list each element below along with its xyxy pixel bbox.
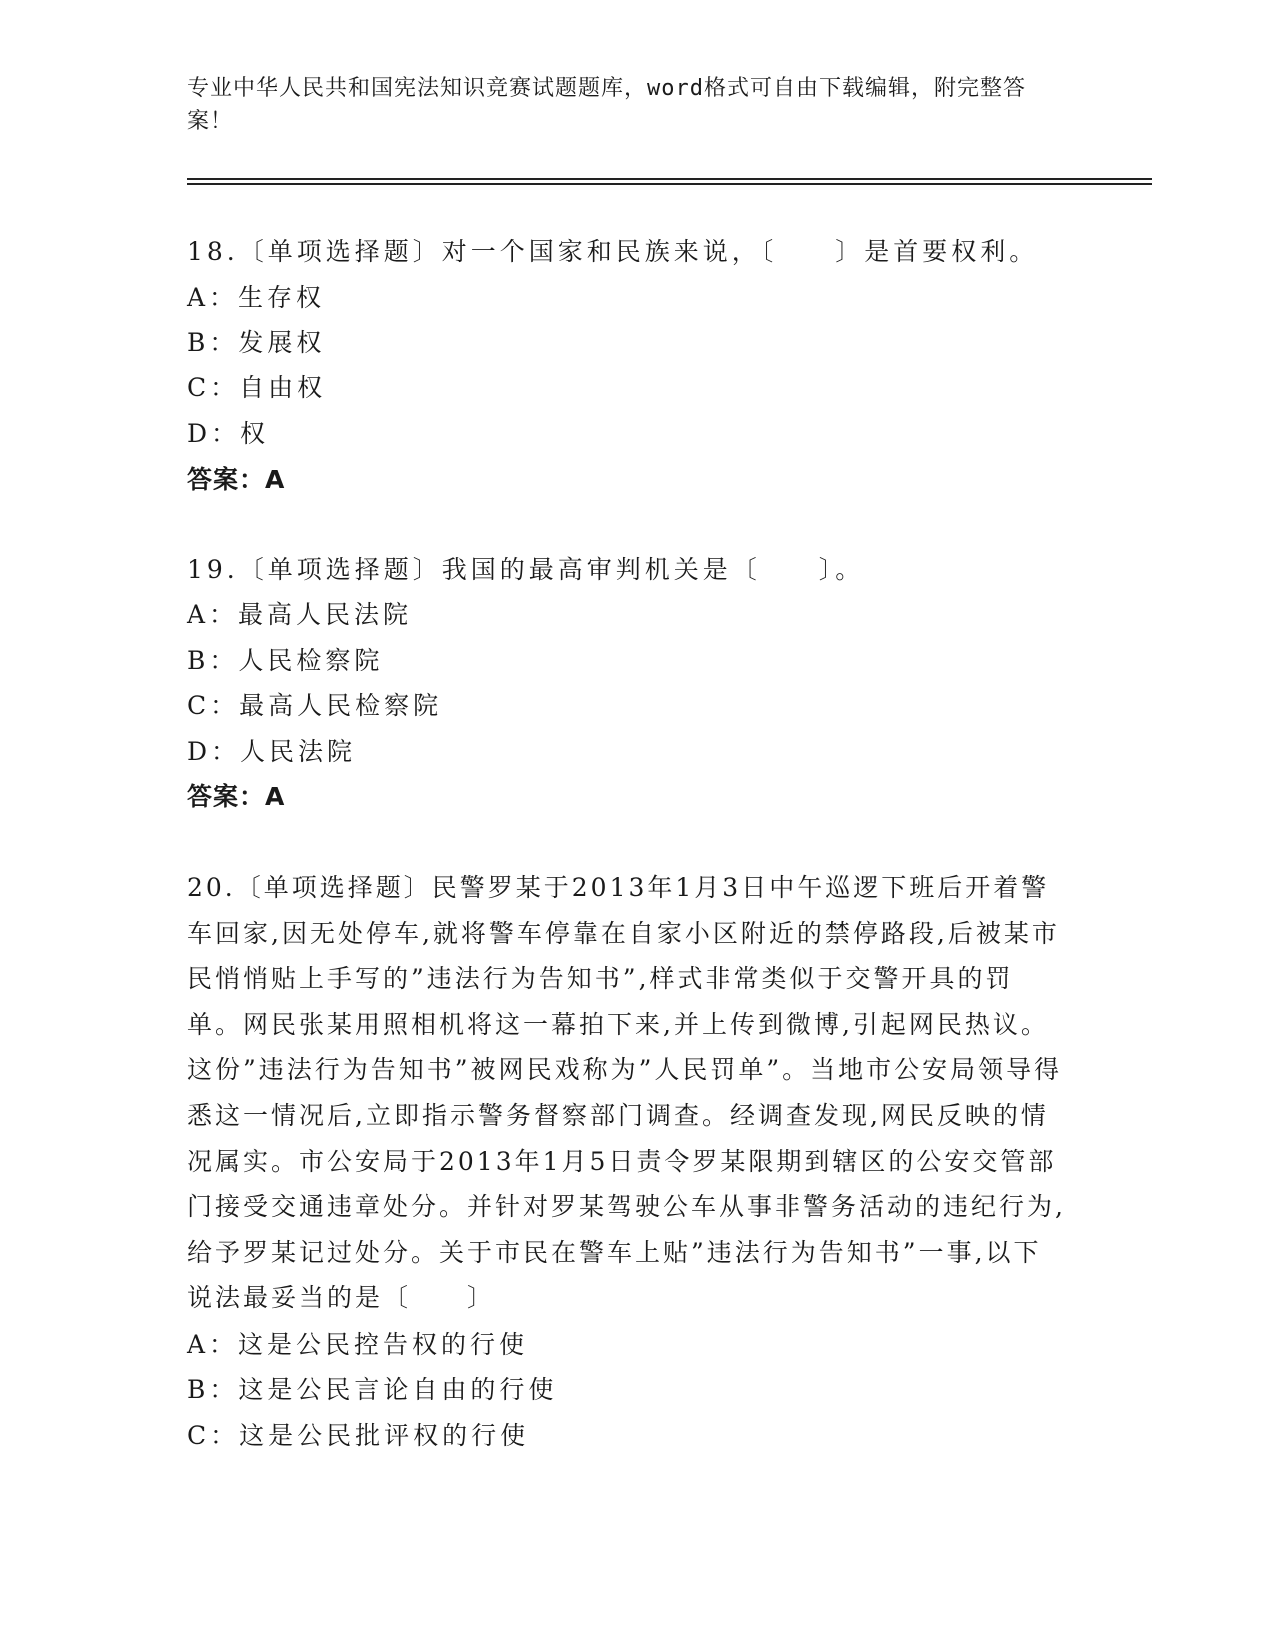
question-19-option-a: A：最高人民法院 [187,600,413,629]
question-20-option-c: C：这是公民批评权的行使 [187,1421,530,1450]
question-18-option-c: C：自由权 [187,373,327,402]
question-20-option-a: A：这是公民控告权的行使 [187,1330,529,1359]
question-18-answer: 答案：A [187,465,286,494]
question-19-stem: 19.〔单项选择题〕我国的最高审判机关是〔 〕。 [187,555,865,584]
header-divider [187,178,1152,180]
question-19-option-d: D：人民法院 [187,737,357,766]
question-18-option-b: B：发展权 [187,328,326,357]
question-19-option-c: C：最高人民检察院 [187,691,443,720]
question-19-answer: 答案：A [187,782,286,811]
question-18-option-a: A：生存权 [187,283,326,312]
question-18-option-d: D：权 [187,419,270,448]
question-20-option-b: B：这是公民言论自由的行使 [187,1375,558,1404]
document-header: 专业中华人民共和国宪法知识竞赛试题题库，word格式可自由下载编辑，附完整答案！ [187,76,1026,134]
question-20-stem: 20.〔单项选择题〕民警罗某于2013年1月3日中午巡逻下班后开着警车回家,因无处停车,就将警车停靠在自家小区附近的禁停路段,后被某市民悄悄贴上手写的”违法行为告知书”,样式非常类似于交警开具的罚单。网民张某用照相机将这一幕拍下来,并上传到微博,引起网民热议。这份”违法行为告知书”被网民戏称为”人民罚单”。当地市公安局领导得悉这一情况后,立即指示警务督察部门调查。经调查发现,网民反映的情况属实。市公安局于2013年1月5日责令罗某限期到辖区的公安交管部门接受交通违章处分。并针对罗某驾驶公车从事非警务活动的违纪行为,给予罗某记过处分。关于市民在警车上贴”违法行为告知书”一事,以下说法最妥当的是〔 〕 [187,873,1066,1313]
question-19-option-b: B：人民检察院 [187,646,384,675]
header-divider-secondary [187,183,1152,185]
question-18-stem: 18.〔单项选择题〕对一个国家和民族来说，〔 〕是首要权利。 [187,237,1039,266]
